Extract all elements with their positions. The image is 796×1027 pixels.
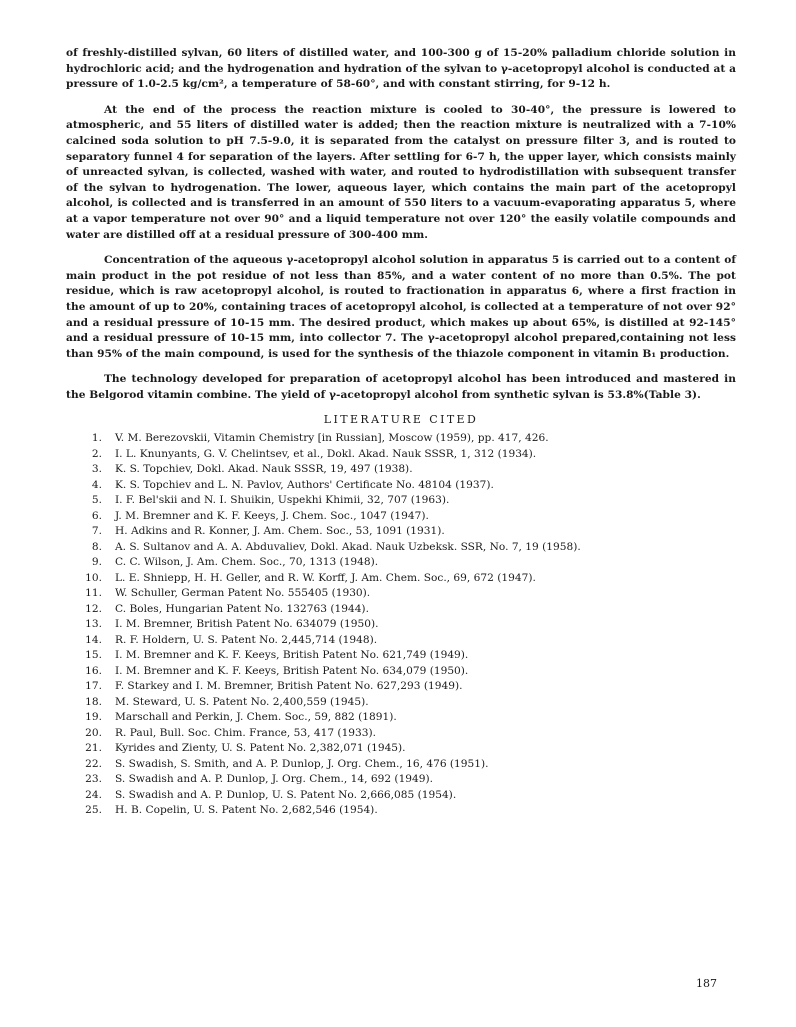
reference-item (66, 803, 736, 819)
reference-text: C. C. Wilson, J. Am. Chem. Soc., 70, 1313 (1948). (115, 556, 379, 569)
reference-number: 4. (91, 478, 102, 491)
reference-number: 15. (85, 649, 102, 662)
reference-text: I. M. Bremner, British Patent No. 634079 (1950). (115, 618, 379, 631)
reference-number: 9. (91, 556, 102, 569)
reference-number: 23. (85, 773, 102, 786)
reference-item (66, 586, 736, 602)
reference-item (66, 431, 736, 447)
reference-list (66, 431, 736, 819)
reference-item (66, 540, 736, 556)
page-number: 187 (696, 977, 717, 990)
page-body (66, 46, 736, 819)
reference-item (66, 772, 736, 788)
reference-item (66, 664, 736, 680)
reference-item (66, 524, 736, 540)
reference-text: Marschall and Perkin, J. Chem. Soc., 59, 882 (1891). (115, 711, 397, 724)
reference-text: L. E. Shniepp, H. H. Geller, and R. W. Korff, J. Am. Chem. Soc., 69, 672 (1947). (115, 571, 536, 584)
reference-number: 12. (85, 602, 102, 615)
reference-number: 18. (85, 695, 102, 708)
reference-item (66, 493, 736, 509)
reference-text: K. S. Topchiev and L. N. Pavlov, Authors' Certificate No. 48104 (1937). (115, 478, 494, 491)
reference-item (66, 648, 736, 664)
reference-text: S. Swadish, S. Smith, and A. P. Dunlop, J. Org. Chem., 16, 476 (1951). (115, 757, 489, 770)
reference-text: F. Starkey and I. M. Bremner, British Patent No. 627,293 (1949). (115, 680, 463, 693)
reference-number: 13. (85, 618, 102, 631)
body-paragraph: Concentration of the aqueous γ-acetopropyl alcohol solution in apparatus 5 is carried out to a content of main product in the pot residue of not less than 85%, and a water content of no more than 0.5%. The pot residue, which is raw acetopropyl alcohol, is routed to fractionation in apparatus 6, where a first fraction in the amount of up to 20%, containing traces of acetopropyl alcohol, is collected at a temperature of not over 92° and a residual pressure of 10-15 mm. The desired product, which makes up about 65%, is distilled at 92-145° and a residual pressure of 10-15 mm, into collector 7. The γ-acetopropyl alcohol prepared,containing not less than 95% of the main compound, is used for the synthesis of the thiazole component in vitamin B₁ production. (66, 254, 736, 360)
body-paragraph: of freshly-distilled sylvan, 60 liters of distilled water, and 100-300 g of 15-20% palladium chloride solution in hydrochloric acid; and the hydrogenation and hydration of the sylvan to γ-acetopropyl alcohol is conducted at a pressure of 1.0-2.5 kg/cm², a temperature of 58-60°, and with constant stirring, for 9-12 h. (66, 47, 736, 91)
reference-number: 22. (85, 757, 102, 770)
reference-text: I. M. Bremner and K. F. Keeys, British Patent No. 621,749 (1949). (115, 649, 469, 662)
reference-item (66, 447, 736, 463)
reference-item (66, 788, 736, 804)
reference-text: W. Schuller, German Patent No. 555405 (1930). (115, 587, 371, 600)
reference-text: A. S. Sultanov and A. A. Abduvaliev, Dokl. Akad. Nauk Uzbeksk. SSR, No. 7, 19 (1958). (115, 540, 581, 553)
reference-text: R. F. Holdern, U. S. Patent No. 2,445,714 (1948). (115, 633, 378, 646)
reference-item (66, 462, 736, 478)
reference-number: 6. (91, 509, 102, 522)
reference-number: 5. (91, 494, 102, 507)
reference-text: J. M. Bremner and K. F. Keeys, J. Chem. Soc., 1047 (1947). (115, 509, 429, 522)
reference-number: 8. (91, 540, 102, 553)
reference-number: 3. (91, 463, 102, 476)
reference-number: 24. (85, 788, 102, 801)
reference-number: 19. (85, 711, 102, 724)
reference-text: K. S. Topchiev, Dokl. Akad. Nauk SSSR, 19, 497 (1938). (115, 463, 413, 476)
reference-number: 1. (91, 432, 102, 445)
reference-text: Kyrides and Zienty, U. S. Patent No. 2,382,071 (1945). (115, 742, 406, 755)
reference-number: 16. (85, 664, 102, 677)
reference-number: 20. (85, 726, 102, 739)
body-paragraph: The technology developed for preparation of acetopropyl alcohol has been introduced and mastered in the Belgorod vitamin combine. The yield of γ-acetopropyl alcohol from synthetic sylvan is 53.8%(Table 3). (66, 373, 736, 401)
reference-item (66, 757, 736, 773)
reference-text: I. M. Bremner and K. F. Keeys, British Patent No. 634,079 (1950). (115, 664, 469, 677)
reference-text: V. M. Berezovskii, Vitamin Chemistry [in Russian], Moscow (1959), pp. 417, 426. (115, 432, 549, 445)
reference-item (66, 710, 736, 726)
reference-item (66, 633, 736, 649)
reference-number: 11. (85, 587, 102, 600)
reference-text: I. F. Bel'skii and N. I. Shuikin, Uspekhi Khimii, 32, 707 (1963). (115, 494, 450, 507)
literature-cited-heading: LITERATURE CITED (323, 413, 479, 427)
reference-number: 2. (91, 447, 102, 460)
reference-item (66, 726, 736, 742)
reference-item (66, 741, 736, 757)
reference-item (66, 617, 736, 633)
reference-item (66, 695, 736, 711)
reference-item (66, 679, 736, 695)
reference-number: 17. (85, 680, 102, 693)
body-paragraph: At the end of the process the reaction mixture is cooled to 30-40°, the pressure is lowered to atmospheric, and 55 liters of distilled water is added; then the reaction mixture is neutralized with a 7-10% calcined soda solution to pH 7.5-9.0, it is separated from the catalyst on pressure filter 3, and is routed to separatory funnel 4 for separation of the layers. After settling for 6-7 h, the upper layer, which consists mainly of unreacted sylvan, is collected, washed with water, and routed to hydrodistillation with subsequent transfer of the sylvan to hydrogenation. The lower, aqueous layer, which contains the main part of the acetopropyl alcohol, is collected and is transferred in an amount of 550 liters to a vacuum-evaporating apparatus 5, where at a vapor temperature not over 90° and a liquid temperature not over 120° the easily volatile compounds and water are distilled off at a residual pressure of 300-400 mm. (66, 103, 736, 241)
reference-number: 25. (85, 804, 102, 817)
reference-item (66, 478, 736, 494)
reference-text: S. Swadish and A. P. Dunlop, U. S. Patent No. 2,666,085 (1954). (115, 788, 457, 801)
reference-item (66, 571, 736, 587)
reference-text: S. Swadish and A. P. Dunlop, J. Org. Chem., 14, 692 (1949). (115, 773, 434, 786)
reference-item (66, 509, 736, 525)
reference-number: 14. (85, 633, 102, 646)
reference-text: M. Steward, U. S. Patent No. 2,400,559 (1945). (115, 695, 369, 708)
reference-text: R. Paul, Bull. Soc. Chim. France, 53, 417 (1933). (115, 726, 377, 739)
reference-item (66, 555, 736, 571)
reference-item (66, 602, 736, 618)
reference-number: 7. (91, 525, 102, 538)
reference-text: C. Boles, Hungarian Patent No. 132763 (1944). (115, 602, 369, 615)
reference-text: I. L. Knunyants, G. V. Chelintsev, et al., Dokl. Akad. Nauk SSSR, 1, 312 (1934). (115, 447, 537, 460)
reference-number: 10. (85, 571, 102, 584)
reference-number: 21. (85, 742, 102, 755)
reference-text: H. Adkins and R. Konner, J. Am. Chem. Soc., 53, 1091 (1931). (115, 525, 445, 538)
reference-text: H. B. Copelin, U. S. Patent No. 2,682,546 (1954). (115, 804, 378, 817)
